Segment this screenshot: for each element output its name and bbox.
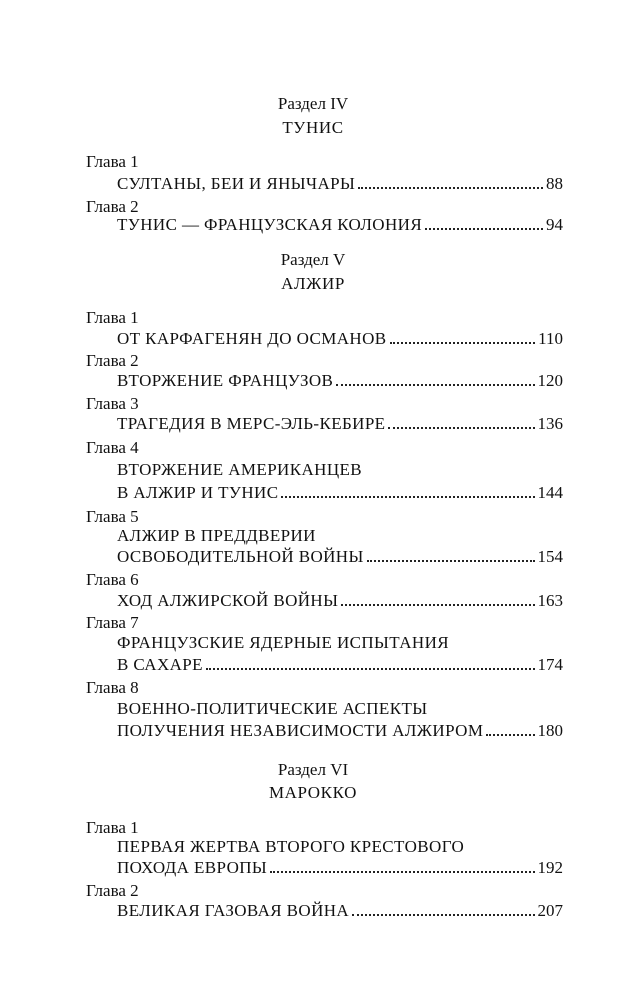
chapter-title: ОТ КАРФАГЕНЯН ДО ОСМАНОВ bbox=[117, 329, 387, 348]
chapter-title: ТУНИС — ФРАНЦУЗСКАЯ КОЛОНИЯ bbox=[117, 215, 423, 234]
section-title: АЛЖИР bbox=[281, 274, 345, 293]
chapter-label: Глава 6 bbox=[86, 570, 139, 589]
page-number: 163 bbox=[537, 591, 563, 610]
chapter-title: ПОХОДА ЕВРОПЫ bbox=[117, 858, 268, 877]
section-title: МАРОККО bbox=[268, 783, 358, 802]
chapter-title: ОСВОБОДИТЕЛЬНОЙ ВОЙНЫ bbox=[117, 547, 364, 566]
chapter-label: Глава 2 bbox=[86, 197, 139, 216]
dot-leader bbox=[336, 383, 534, 386]
chapter-title-line: ВОЕННО-ПОЛИТИЧЕСКИЕ АСПЕКТЫ bbox=[117, 699, 428, 718]
page-number: 154 bbox=[537, 547, 563, 566]
dot-leader bbox=[486, 733, 534, 736]
chapter-label: Глава 4 bbox=[86, 438, 139, 457]
toc-entry[interactable] bbox=[117, 172, 563, 194]
page-number: 180 bbox=[537, 721, 563, 740]
toc-entry[interactable] bbox=[117, 213, 563, 235]
dot-leader bbox=[206, 667, 535, 670]
chapter-label: Глава 1 bbox=[86, 308, 139, 327]
page-number: 136 bbox=[537, 414, 563, 433]
page-number: 144 bbox=[537, 483, 563, 502]
dot-leader bbox=[358, 186, 543, 189]
chapter-title: ТРАГЕДИЯ В МЕРС-ЭЛЬ-КЕБИРЕ bbox=[117, 414, 386, 433]
section-label: Раздел VI bbox=[277, 760, 349, 779]
page-number: 110 bbox=[538, 329, 563, 348]
dot-leader bbox=[341, 603, 534, 606]
toc-entry[interactable] bbox=[117, 856, 563, 878]
dot-leader bbox=[270, 870, 534, 873]
toc-entry[interactable] bbox=[117, 653, 563, 675]
page-number: 88 bbox=[546, 174, 563, 193]
section-title: ТУНИС bbox=[282, 118, 344, 137]
toc-entry[interactable] bbox=[117, 545, 563, 567]
page-number: 174 bbox=[537, 655, 563, 674]
chapter-title: ПОЛУЧЕНИЯ НЕЗАВИСИМОСТИ АЛЖИРОМ bbox=[117, 721, 484, 740]
chapter-title: В САХАРЕ bbox=[117, 655, 203, 674]
dot-leader bbox=[390, 341, 536, 344]
toc-entry[interactable] bbox=[117, 899, 563, 921]
chapter-label: Глава 7 bbox=[86, 613, 139, 632]
page-number: 207 bbox=[537, 901, 563, 920]
page-number: 94 bbox=[546, 215, 563, 234]
toc-entry[interactable] bbox=[117, 327, 563, 349]
toc-entry[interactable] bbox=[117, 369, 563, 391]
chapter-label: Глава 2 bbox=[86, 881, 139, 900]
toc-entry[interactable] bbox=[117, 719, 563, 741]
chapter-label: Глава 8 bbox=[86, 678, 139, 697]
chapter-title-line: АЛЖИР В ПРЕДДВЕРИИ bbox=[117, 526, 316, 545]
toc-entry[interactable] bbox=[117, 412, 563, 434]
chapter-title: ХОД АЛЖИРСКОЙ ВОЙНЫ bbox=[117, 591, 339, 610]
page-number: 192 bbox=[537, 858, 563, 877]
dot-leader bbox=[352, 913, 534, 916]
chapter-title: ВЕЛИКАЯ ГАЗОВАЯ ВОЙНА bbox=[117, 901, 350, 920]
chapter-label: Глава 2 bbox=[86, 351, 139, 370]
chapter-label: Глава 3 bbox=[86, 394, 139, 413]
dot-leader bbox=[388, 426, 534, 429]
chapter-title: СУЛТАНЫ, БЕИ И ЯНЫЧАРЫ bbox=[117, 174, 356, 193]
page-number: 120 bbox=[537, 371, 563, 390]
dot-leader bbox=[281, 495, 534, 498]
section-label: Раздел IV bbox=[277, 94, 349, 113]
dot-leader bbox=[425, 227, 543, 230]
dot-leader bbox=[367, 559, 535, 562]
chapter-label: Глава 1 bbox=[86, 818, 139, 837]
chapter-title-line: ПЕРВАЯ ЖЕРТВА ВТОРОГО КРЕСТОВОГО bbox=[117, 837, 465, 856]
chapter-title: ВТОРЖЕНИЕ ФРАНЦУЗОВ bbox=[117, 371, 334, 390]
toc-entry[interactable] bbox=[117, 481, 563, 503]
toc-entry[interactable] bbox=[117, 589, 563, 611]
chapter-title-line: ВТОРЖЕНИЕ АМЕРИКАНЦЕВ bbox=[117, 460, 363, 479]
section-label: Раздел V bbox=[280, 250, 346, 269]
chapter-label: Глава 1 bbox=[86, 152, 139, 171]
chapter-title: В АЛЖИР И ТУНИС bbox=[117, 483, 279, 502]
chapter-title-line: ФРАНЦУЗСКИЕ ЯДЕРНЫЕ ИСПЫТАНИЯ bbox=[117, 633, 449, 652]
chapter-label: Глава 5 bbox=[86, 507, 139, 526]
